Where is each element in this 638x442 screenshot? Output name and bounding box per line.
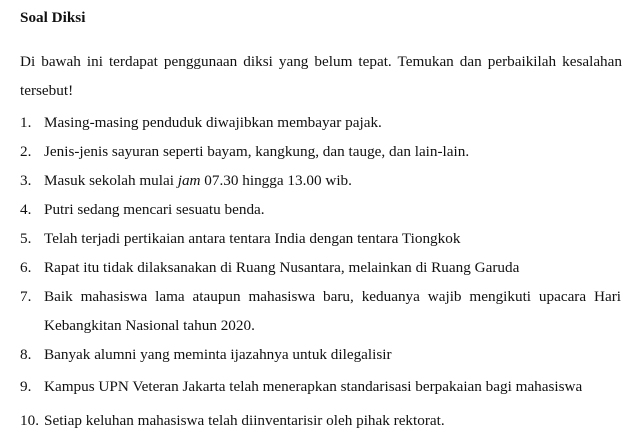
list-item [20, 224, 624, 253]
item-text [44, 166, 624, 195]
item-number: 5. [20, 230, 32, 247]
list-item [20, 253, 624, 282]
item-text: Setiap keluhan mahasiswa telah diinventarisir oleh pihak rektorat. [44, 412, 445, 429]
item-number: 1. [20, 114, 32, 131]
list-item [20, 166, 624, 195]
item-number: 8. [20, 346, 32, 363]
item-number: 6. [20, 259, 32, 276]
list-item [20, 137, 624, 166]
item-number: 9. [20, 378, 32, 395]
list-item [20, 372, 624, 401]
list-item [20, 108, 624, 137]
item-text: Baik mahasiswa lama ataupun mahasiswa baru, keduanya wajib mengikuti upacara Hari Kebangkitan Nasional tahun 2020. [44, 288, 621, 334]
list-item [20, 340, 624, 369]
item-text: Telah terjadi pertikaian antara tentara India dengan tentara Tiongkok [44, 230, 461, 247]
list-item [20, 195, 624, 224]
item-text: Masing-masing penduduk diwajibkan membayar pajak. [44, 114, 382, 131]
item-text-pre: Masuk sekolah mulai [44, 172, 178, 189]
item-text-italic: jam [177, 172, 201, 189]
item-text: Kampus UPN Veteran Jakarta telah menerapkan standarisasi berpakaian bagi mahasiswa [44, 378, 583, 395]
item-number: 3. [20, 172, 32, 189]
list-item [20, 406, 624, 435]
item-number: 10. [20, 412, 39, 429]
item-number: 7. [20, 288, 32, 305]
item-text: Jenis-jenis sayuran seperti bayam, kangkung, dan tauge, dan lain-lain. [44, 143, 470, 160]
list-item [20, 282, 621, 340]
document-title: Soal Diksi [20, 9, 86, 26]
item-text-post: 07.30 hingga 13.00 wib. [200, 172, 352, 189]
instruction-paragraph: Di bawah ini terdapat penggunaan diksi yang belum tepat. Temukan dan perbaikilah kesalahan tersebut! [20, 53, 622, 99]
item-text: Putri sedang mencari sesuatu benda. [44, 201, 265, 218]
item-text: Rapat itu tidak dilaksanakan di Ruang Nusantara, melainkan di Ruang Garuda [44, 259, 520, 276]
item-text: Banyak alumni yang meminta ijazahnya untuk dilegalisir [44, 346, 392, 363]
item-number: 2. [20, 143, 32, 160]
item-number: 4. [20, 201, 32, 218]
